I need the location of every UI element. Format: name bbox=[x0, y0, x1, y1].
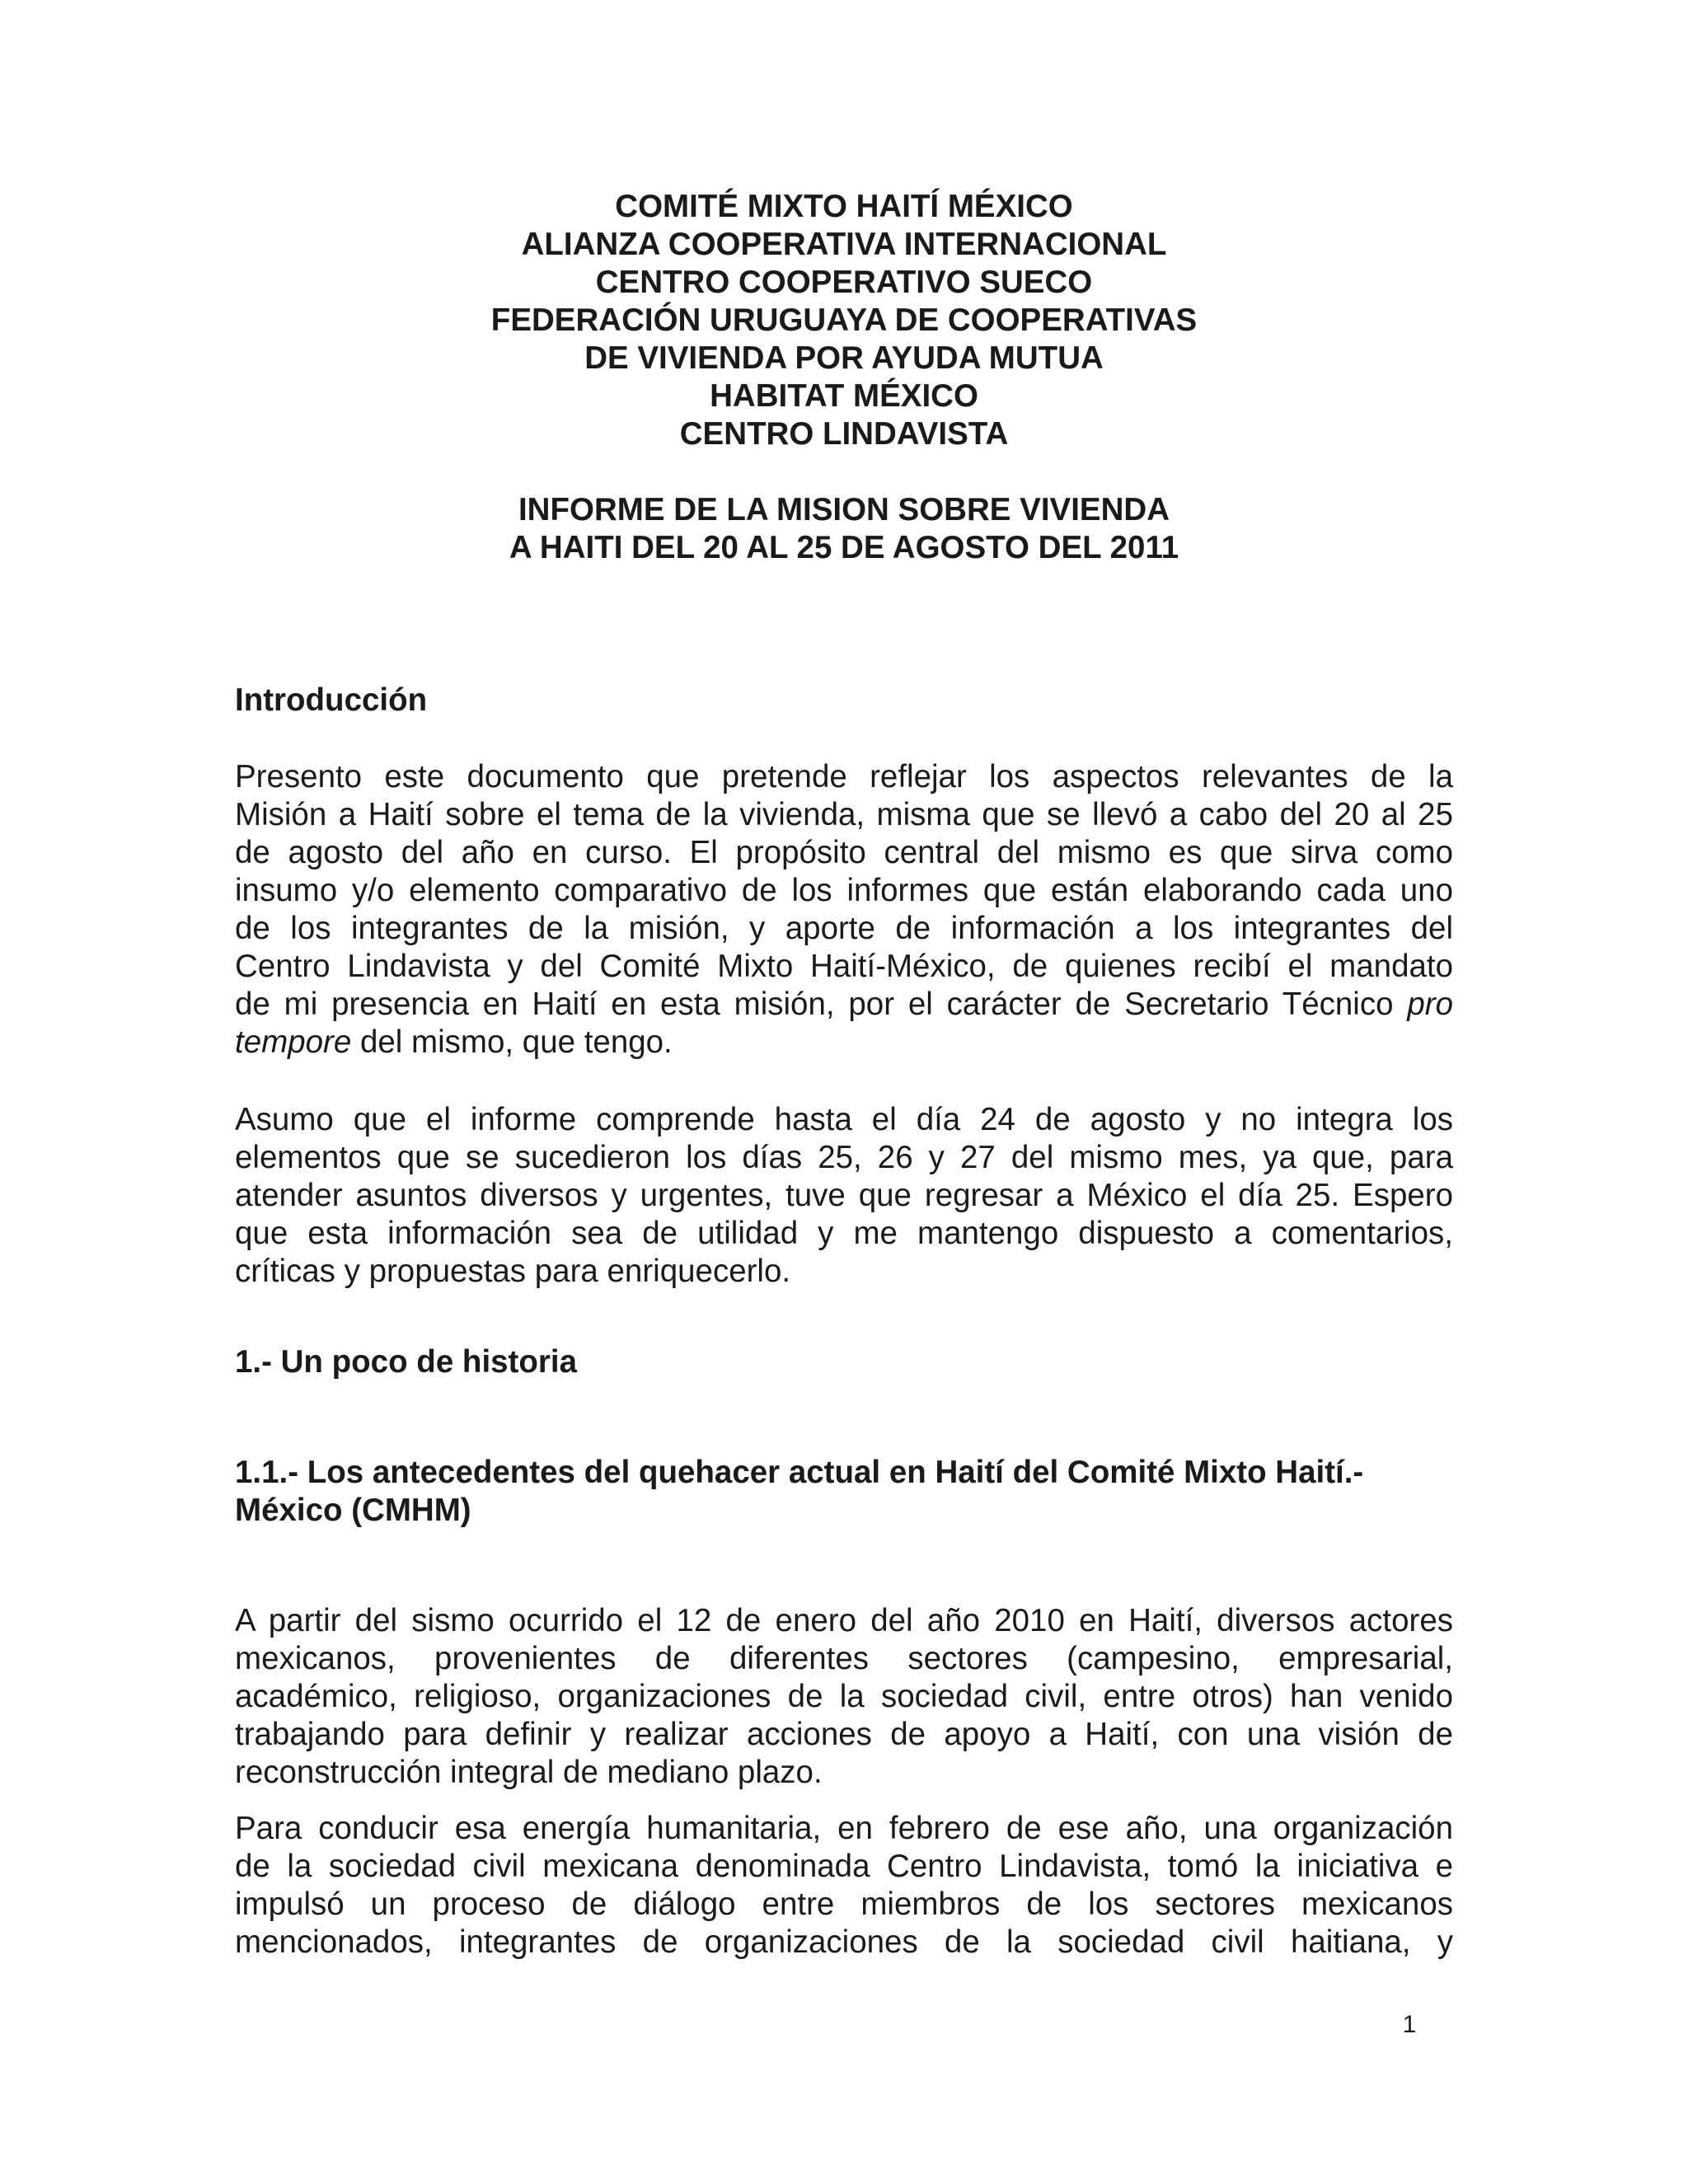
page-number: 1 bbox=[1402, 2011, 1417, 2038]
text-line: de la sociedad civil mexicana denominada Centro Lindavista, tomó la iniciativa e bbox=[235, 1849, 1453, 1884]
text-line: insumo y/o elemento comparativo de los informes que están elaborando cada uno bbox=[235, 873, 1453, 908]
text-line bbox=[235, 986, 1453, 1024]
header-line: COMITÉ MIXTO HAITÍ MÉXICO bbox=[615, 189, 1073, 224]
text-segment: de mi presencia en Haití en esta misión, por el carácter de Secretario Técnico bbox=[235, 987, 1394, 1022]
report-title-line: A HAITI DEL 20 AL 25 DE AGOSTO DEL 2011 bbox=[509, 530, 1179, 565]
text-line: elementos que se sucedieron los días 25, 26 y 27 del mismo mes, ya que, para bbox=[235, 1140, 1453, 1175]
italic-segment: pro bbox=[1407, 987, 1453, 1022]
section-1-paragraph-2 bbox=[235, 1810, 1453, 1961]
header-line: ALIANZA COOPERATIVA INTERNACIONAL bbox=[521, 227, 1167, 262]
header-line: FEDERACIÓN URUGUAYA DE COOPERATIVAS bbox=[490, 302, 1198, 338]
header-line: CENTRO LINDAVISTA bbox=[679, 416, 1009, 452]
text-line: atender asuntos diversos y urgentes, tuve que regresar a México el día 25. Espero bbox=[235, 1178, 1453, 1213]
text-line: mexicanos, provenientes de diferentes sectores (campesino, empresarial, bbox=[235, 1641, 1453, 1676]
header-line: HABITAT MÉXICO bbox=[710, 378, 978, 414]
report-title-line: INFORME DE LA MISION SOBRE VIVIENDA bbox=[518, 492, 1170, 527]
text-line: reconstrucción integral de mediano plazo. bbox=[235, 1755, 823, 1790]
text-line bbox=[235, 1024, 1453, 1062]
text-line: mencionados, integrantes de organizaciones de la sociedad civil haitiana, y bbox=[235, 1924, 1453, 1960]
italic-segment: tempore bbox=[235, 1024, 352, 1060]
section-1-heading: 1.- Un poco de historia bbox=[235, 1344, 577, 1380]
text-line: Centro Lindavista y del Comité Mixto Haití-México, de quienes recibí el mandato bbox=[235, 949, 1453, 984]
section-1-paragraph-1 bbox=[235, 1602, 1453, 1792]
text-line: Asumo que el informe comprende hasta el día 24 de agosto y no integra los bbox=[235, 1102, 1453, 1137]
text-line: académico, religioso, organizaciones de la sociedad civil, entre otros) han venido bbox=[235, 1679, 1453, 1714]
text-line: Para conducir esa energía humanitaria, en febrero de ese año, una organización bbox=[235, 1811, 1453, 1846]
text-line: que esta información sea de utilidad y me mantengo dispuesto a comentarios, bbox=[235, 1216, 1453, 1251]
text-line: trabajando para definir y realizar acciones de apoyo a Haití, con una visión de bbox=[235, 1717, 1453, 1752]
heading-line: 1.1.- Los antecedentes del quehacer actual en Haití del Comité Mixto Haití.- bbox=[235, 1455, 1364, 1490]
header-line: CENTRO COOPERATIVO SUECO bbox=[595, 265, 1093, 300]
text-line: impulsó un proceso de diálogo entre miembros de los sectores mexicanos bbox=[235, 1886, 1453, 1922]
text-line: A partir del sismo ocurrido el 12 de enero del año 2010 en Haití, diversos actores bbox=[235, 1603, 1453, 1638]
section-1-1-heading bbox=[235, 1454, 1453, 1530]
text-line: Presento este documento que pretende reflejar los aspectos relevantes de la bbox=[235, 759, 1453, 794]
header-line: DE VIVIENDA POR AYUDA MUTUA bbox=[584, 340, 1104, 376]
heading-line: México (CMHM) bbox=[235, 1493, 471, 1528]
document-header bbox=[235, 188, 1453, 567]
text-line: críticas y propuestas para enriquecerlo. bbox=[235, 1254, 791, 1289]
text-segment: del mismo, que tengo. bbox=[359, 1024, 673, 1060]
text-line: de los integrantes de la misión, y aporte de información a los integrantes del bbox=[235, 911, 1453, 946]
intro-heading: Introducción bbox=[235, 682, 428, 718]
text-line: de agosto del año en curso. El propósito central del mismo es que sirva como bbox=[235, 835, 1453, 870]
text-line: Misión a Haití sobre el tema de la vivienda, misma que se llevó a cabo del 20 al 25 bbox=[235, 797, 1453, 832]
intro-paragraph-1 bbox=[235, 758, 1453, 1062]
intro-paragraph-2 bbox=[235, 1101, 1453, 1291]
